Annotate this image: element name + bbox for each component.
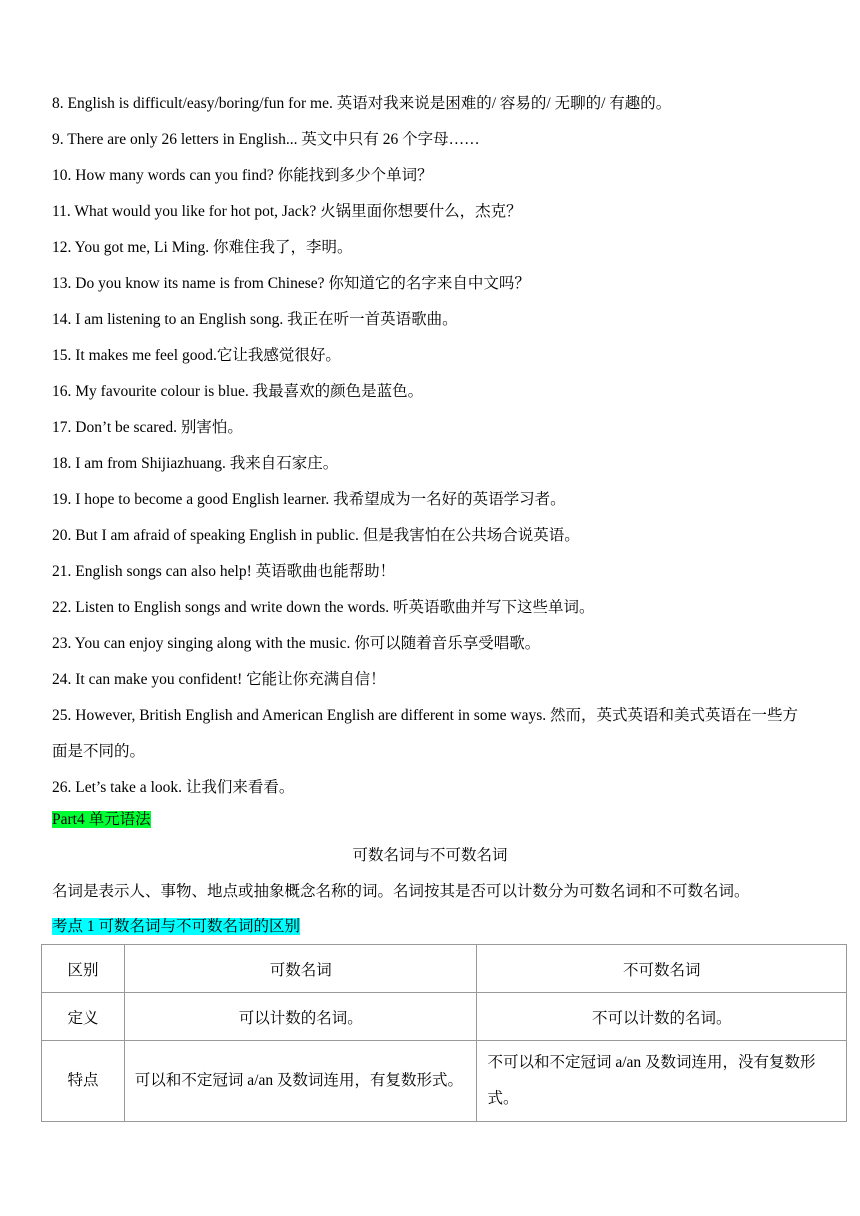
table-header-cell: 不可数名词 xyxy=(477,945,847,993)
table-header-row xyxy=(42,945,847,993)
sentence-item: 22. Listen to English songs and write down the words. 听英语歌曲并写下这些单词。 xyxy=(52,599,595,616)
table-header-cell: 可数名词 xyxy=(124,945,477,993)
table-header-cell: 区别 xyxy=(42,945,125,993)
sentence-item: 16. My favourite colour is blue. 我最喜欢的颜色是蓝色。 xyxy=(52,383,424,400)
sentence-item: 10. How many words can you find? 你能找到多少个单词？ xyxy=(52,167,433,184)
sentence-item: 12. You got me, Li Ming. 你难住我了，李明。 xyxy=(52,239,353,256)
sentence-item: 9. There are only 26 letters in English... 英文中只有 26 个字母…… xyxy=(52,131,480,148)
sentence-item: 26. Let’s take a look. 让我们来看看。 xyxy=(52,779,295,796)
sentence-item: 21. English songs can also help! 英语歌曲也能帮助！ xyxy=(52,563,396,580)
table-cell: 不可以和不定冠词 a/an 及数词连用，没有复数形式。 xyxy=(477,1041,847,1122)
section-title: 可数名词与不可数名词 xyxy=(352,847,508,864)
table-cell: 定义 xyxy=(42,993,125,1041)
kaodian-heading-text: 考点 1 可数名词与不可数名词的区别 xyxy=(52,918,301,935)
sentence-item: 15. It makes me feel good.它让我感觉很好。 xyxy=(52,347,341,364)
table-row xyxy=(42,993,847,1041)
sentence-list xyxy=(52,86,812,806)
sentence-item: 18. I am from Shijiazhuang. 我来自石家庄。 xyxy=(52,455,339,472)
table-cell: 可以计数的名词。 xyxy=(124,993,477,1041)
sentence-item: 19. I hope to become a good English learner. 我希望成为一名好的英语学习者。 xyxy=(52,491,566,508)
table-cell: 不可以计数的名词。 xyxy=(477,993,847,1041)
sentence-item: 11. What would you like for hot pot, Jack? 火锅里面你想要什么，杰克？ xyxy=(52,203,522,220)
part-heading xyxy=(52,804,151,836)
sentence-item: 13. Do you know its name is from Chinese? 你知道它的名字来自中文吗？ xyxy=(52,275,530,292)
table-cell: 可以和不定冠词 a/an 及数词连用，有复数形式。 xyxy=(124,1041,477,1122)
part-heading-text: Part4 单元语法 xyxy=(52,811,151,828)
sentence-item: 14. I am listening to an English song. 我正在听一首英语歌曲。 xyxy=(52,311,458,328)
sentence-item: 24. It can make you confident! 它能让你充满自信！ xyxy=(52,671,386,688)
kaodian-heading xyxy=(52,911,300,943)
comparison-table xyxy=(41,944,847,1122)
sentence-item: 17. Don’t be scared. 别害怕。 xyxy=(52,419,243,436)
sentence-item: 8. English is difficult/easy/boring/fun for me. 英语对我来说是困难的/ 容易的/ 无聊的/ 有趣的。 xyxy=(52,95,672,112)
table-row xyxy=(42,1041,847,1122)
sentence-item: 23. You can enjoy singing along with the music. 你可以随着音乐享受唱歌。 xyxy=(52,635,541,652)
table-cell: 特点 xyxy=(42,1041,125,1122)
intro-paragraph: 名词是表示人、事物、地点或抽象概念名称的词。名词按其是否可以计数分为可数名词和不可数名词。 xyxy=(52,883,750,900)
sentence-item: 25. However, British English and American English are different in some ways. 然而，英式英语和美式英语在一些方面是不同的。 xyxy=(52,707,798,760)
sentence-item: 20. But I am afraid of speaking English in public. 但是我害怕在公共场合说英语。 xyxy=(52,527,580,544)
